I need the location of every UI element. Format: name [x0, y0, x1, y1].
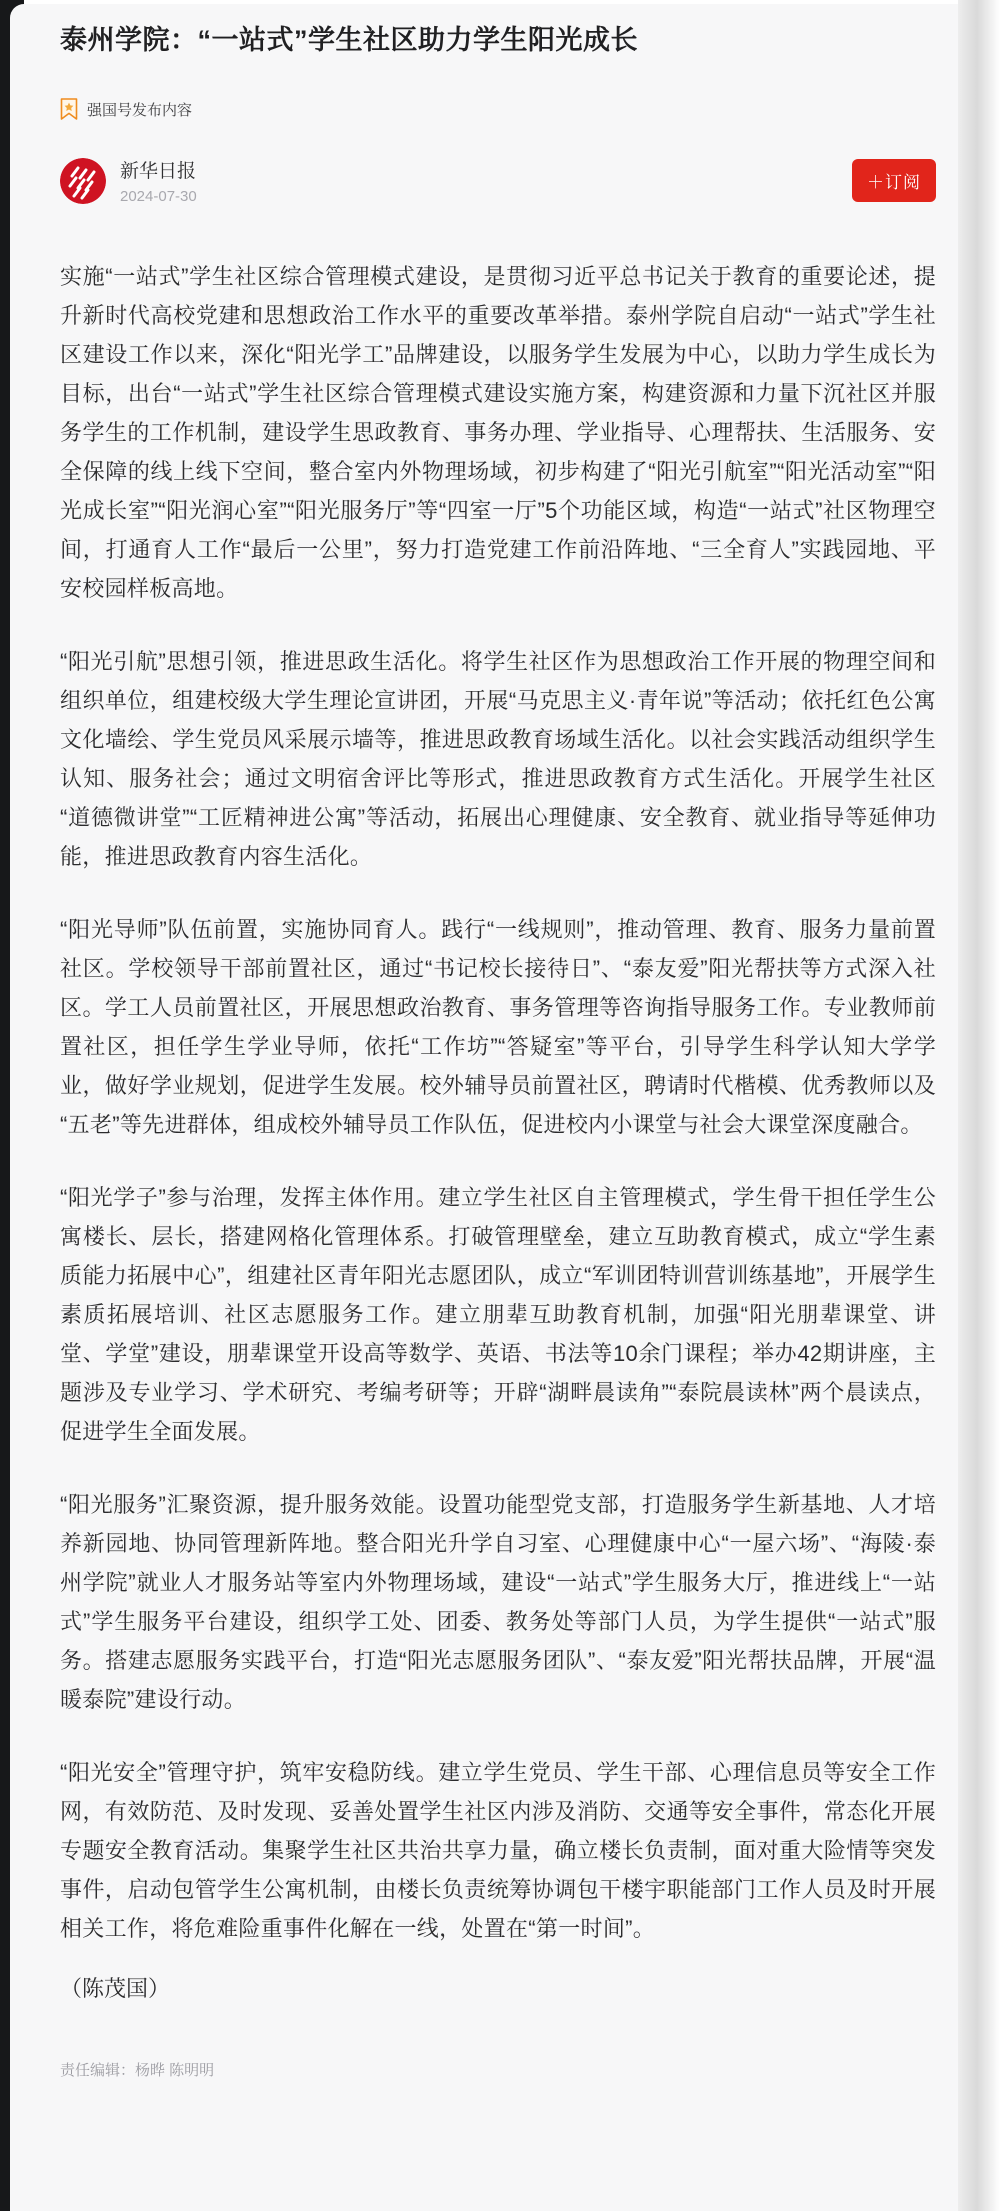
- article-body: [60, 257, 936, 1948]
- editor-credit: 责任编辑：杨晔 陈明明: [60, 2062, 215, 2080]
- qiangguo-badge: [60, 98, 936, 120]
- subscribe-button[interactable]: ＋订阅: [852, 159, 936, 202]
- author-byline: （陈茂国）: [60, 1976, 171, 2002]
- publisher-meta: [120, 156, 197, 205]
- publisher-row: [60, 156, 936, 205]
- article-paragraph: “阳光服务”汇聚资源，提升服务效能。设置功能型党支部，打造服务学生新基地、人才培养新园地、协同管理新阵地。整合阳光升学自习室、心理健康中心“一屋六场”、“海陵·泰州学院”就业人才服务站等室内外物理场域，建设“一站式”学生服务大厅，推进线上“一站式”学生服务平台建设，组织学工处、团委、教务处等部门人员，为学生提供“一站式”服务。搭建志愿服务实践平台，打造“阳光志愿服务团队”、“泰友爱”阳光帮扶品牌，开展“温暖泰院”建设行动。: [60, 1492, 936, 1713]
- ribbon-star-badge-icon: [60, 98, 78, 120]
- xinhua-daily-logo[interactable]: [60, 158, 106, 204]
- article-paragraph: “阳光导师”队伍前置，实施协同育人。践行“一线规则”，推动管理、教育、服务力量前置社区。学校领导干部前置社区，通过“书记校长接待日”、“泰友爱”阳光帮扶等方式深入社区。学工人员前置社区，开展思想政治教育、事务管理等咨询指导服务工作。专业教师前置社区，担任学生学业导师，依托“工作坊”“答疑室”等平台，引导学生科学认知大学学业，做好学业规划，促进学生发展。校外辅导员前置社区，聘请时代楷模、优秀教师以及“五老”等先进群体，组成校外辅导员工作队伍，促进校内小课堂与社会大课堂深度融合。: [60, 917, 936, 1138]
- window-right-shadow: [958, 0, 1000, 2211]
- article-card: [10, 4, 958, 2211]
- article-paragraph: “阳光安全”管理守护，筑牢安稳防线。建立学生党员、学生干部、心理信息员等安全工作网，有效防范、及时发现、妥善处置学生社区内涉及消防、交通等安全事件，常态化开展专题安全教育活动。集聚学生社区共治共享力量，确立楼长负责制，面对重大险情等突发事件，启动包管学生公寓机制，由楼长负责统筹协调包干楼宇职能部门工作人员及时开展相关工作，将危难险重事件化解在一线，处置在“第一时间”。: [60, 1760, 936, 1942]
- article-paragraph: “阳光引航”思想引领，推进思政生活化。将学生社区作为思想政治工作开展的物理空间和组织单位，组建校级大学生理论宣讲团，开展“马克思主义·青年说”等活动；依托红色公寓文化墙绘、学生党员风采展示墙等，推进思政教育场域生活化。以社会实践活动组织学生认知、服务社会；通过文明宿舍评比等形式，推进思政教育方式生活化。开展学生社区“道德微讲堂”“工匠精神进公寓”等活动，拓展出心理健康、安全教育、就业指导等延伸功能，推进思政教育内容生活化。: [60, 649, 936, 870]
- publisher-name[interactable]: 新华日报: [120, 161, 197, 183]
- article-paragraph: “阳光学子”参与治理，发挥主体作用。建立学生社区自主管理模式，学生骨干担任学生公寓楼长、层长，搭建网格化管理体系。打破管理壁垒，建立互助教育模式，成立“学生素质能力拓展中心”，组建社区青年阳光志愿团队，成立“军训团特训营训练基地”，开展学生素质拓展培训、社区志愿服务工作。建立朋辈互助教育机制，加强“阳光朋辈课堂、讲堂、学堂”建设，朋辈课堂开设高等数学、英语、书法等10余门课程；举办42期讲座，主题涉及专业学习、学术研究、考编考研等；开辟“湖畔晨读角”“泰院晨读林”两个晨读点，促进学生全面发展。: [60, 1185, 936, 1445]
- publish-date: 2024-07-30: [120, 188, 197, 206]
- page-title: 泰州学院：“一站式”学生社区助力学生阳光成长: [60, 25, 638, 55]
- article-paragraph: 实施“一站式”学生社区综合管理模式建设，是贯彻习近平总书记关于教育的重要论述，提升新时代高校党建和思想政治工作水平的重要改革举措。泰州学院自启动“一站式”学生社区建设工作以来，深化“阳光学工”品牌建设，以服务学生发展为中心，以助力学生成长为目标，出台“一站式”学生社区综合管理模式建设实施方案，构建资源和力量下沉社区并服务学生的工作机制，建设学生思政教育、事务办理、学业指导、心理帮扶、生活服务、安全保障的线上线下空间，整合室内外物理场域，初步构建了“阳光引航室”“阳光活动室”“阳光成长室”“阳光润心室”“阳光服务厅”等“四室一厅”5个功能区域，构造“一站式”社区物理空间，打通育人工作“最后一公里”，努力打造党建工作前沿阵地、“三全育人”实践园地、平安校园样板高地。: [60, 264, 936, 602]
- badge-label: 强国号发布内容: [87, 101, 193, 119]
